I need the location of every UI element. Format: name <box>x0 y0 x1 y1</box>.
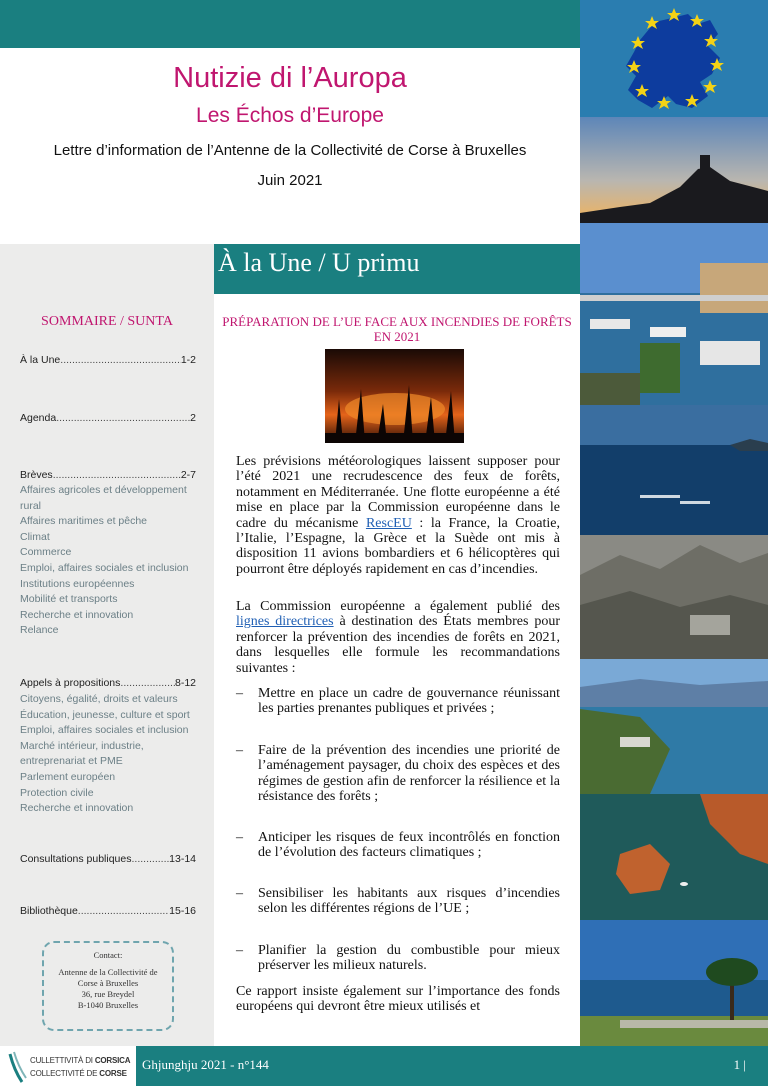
toc-subitem[interactable]: Protection civile <box>20 786 94 799</box>
toc-entry-label: À la Une <box>20 354 61 366</box>
contact-heading: Contact: <box>93 950 123 960</box>
contact-line: Antenne de la Collectivité de <box>58 967 158 977</box>
toc-subitem[interactable]: Affaires maritimes et pêche <box>20 515 148 528</box>
paragraph-text: : la France, la Croatie, l’Italie, l’Espagne, la Grèce et la Suède ont mis à disposition 11 avions bombardiers et 6 hélicoptères qui pourront être déployés rapidement en cas d’incendies. <box>236 515 560 577</box>
bullet-text: Sensibiliser les habitants aux risques d’incendies selon les différentes régions de l’UE ; <box>258 886 560 917</box>
logo-line-corsican <box>30 1056 130 1065</box>
toc-subitem[interactable]: Mobilité et transports <box>20 593 118 606</box>
toc-subitem[interactable]: Affaires agricoles et développement <box>20 484 187 496</box>
resceu-link[interactable]: RescEU <box>365 515 412 531</box>
top-banner-bar <box>0 0 580 48</box>
toc-entry-a-la-une[interactable] <box>20 354 196 366</box>
footer-bar <box>136 1046 768 1086</box>
bullet-dash: – <box>236 686 243 701</box>
contact-line: 36, rue Breydel <box>81 989 135 999</box>
red-rocks-photo <box>580 794 768 920</box>
bullet-text: Mettre en place un cadre de gouvernance réunissant les parties prenantes publiques et privées ; <box>258 686 560 717</box>
toc-entry-breves[interactable] <box>20 469 196 481</box>
toc-title: SOMMAIRE / SUNTA <box>41 314 173 329</box>
harbour-photo <box>580 223 768 405</box>
logo-text-bold: CORSE <box>99 1069 127 1078</box>
photo-strip <box>580 0 768 1046</box>
section-header-bar <box>214 244 580 294</box>
toc-subitem[interactable]: entreprenariat et PME <box>20 755 123 768</box>
page-number: 1 | <box>733 1057 746 1072</box>
toc-subitem[interactable]: Commerce <box>20 546 72 559</box>
newsletter-subtitle: Lettre d’information de l’Antenne de la Collectivité de Corse à Bruxelles <box>53 142 527 159</box>
section-title: À la Une / U primu <box>218 248 420 277</box>
paragraph-text: à destination des États membres pour renforcer la prévention des incendies de forêts en 2021, dans lesquelles elle formule les recommandations suivantes : <box>236 614 560 676</box>
logo-line-french <box>30 1069 127 1078</box>
toc-entry-label: Consultations publiques <box>20 853 132 865</box>
logo-text: CULLETTIVITÀ DI <box>30 1056 95 1065</box>
contact-box <box>42 941 174 1031</box>
newsletter-title-french: Les Échos d’Europe <box>196 104 384 127</box>
toc-subitem[interactable]: Emploi, affaires sociales et inclusion <box>20 561 189 574</box>
toc-leader-dots <box>120 677 175 689</box>
toc-entry-pages: 2-7 <box>180 469 196 481</box>
toc-entry-label: Appels à propositions <box>20 677 121 689</box>
table-of-contents-sidebar <box>0 244 214 1046</box>
toc-subitem[interactable]: rural <box>20 499 42 512</box>
toc-entry-label: Bibliothèque <box>20 905 78 917</box>
toc-entry-agenda[interactable] <box>20 412 196 424</box>
article-title: PRÉPARATION DE L’UE FACE AUX INCENDIES DE FORÊTS EN 2021 <box>222 314 572 344</box>
forest-fire-image <box>325 349 464 443</box>
page-footer <box>0 1046 768 1086</box>
toc-subitem[interactable]: Emploi, affaires sociales et inclusion <box>20 724 189 737</box>
toc-leader-dots <box>53 469 181 481</box>
issue-date: Juin 2021 <box>257 172 323 189</box>
collectivite-corse-logo <box>8 1050 134 1084</box>
logo-text-bold: CORSICA <box>94 1056 131 1065</box>
toc-entry-pages: 1-2 <box>180 354 196 366</box>
pine-coast-photo <box>580 920 768 1046</box>
paragraph-text: La Commission européenne a également publié des <box>236 599 560 614</box>
toc-entry-bibliotheque[interactable] <box>20 905 196 917</box>
mountain-village-photo <box>580 535 768 659</box>
toc-subitem[interactable]: Recherche et innovation <box>20 608 134 621</box>
toc-subitem[interactable]: Climat <box>20 530 50 543</box>
article-paragraph-2 <box>236 599 560 676</box>
bullet-dash: – <box>236 743 243 758</box>
sunset-tower-photo <box>580 117 768 223</box>
newsletter-title-corsican: Nutizie di l’Auropa <box>173 62 407 94</box>
contact-line: Corse à Bruxelles <box>77 978 139 988</box>
issue-number: Ghjunghju 2021 - n°144 <box>142 1057 269 1072</box>
toc-entry-pages: 13-14 <box>169 853 196 865</box>
guidelines-link[interactable]: lignes directrices <box>236 614 334 630</box>
toc-entry-label: Agenda <box>20 412 57 424</box>
bullet-text: Planifier la gestion du combustible pour mieux préserver les milieux naturels. <box>258 943 560 974</box>
toc-leader-dots <box>78 905 169 917</box>
toc-sublist-breves <box>20 483 196 639</box>
toc-entry-label: Brèves <box>20 469 53 481</box>
toc-leader-dots <box>60 354 181 366</box>
bullet-text: Faire de la prévention des incendies une priorité de l’aménagement paysager, du choix des espèces et des régimes de gestion afin de renforcer la résilience et la résistance des forêts ; <box>258 743 560 805</box>
bullet-dash: – <box>236 830 243 845</box>
sea-photo <box>580 405 768 535</box>
eu-map-photo <box>580 0 768 117</box>
toc-subitem[interactable]: Citoyens, égalité, droits et valeurs <box>20 693 178 705</box>
corsica-logo-icon <box>8 1050 28 1084</box>
bullet-dash: – <box>236 943 243 958</box>
toc-leader-dots <box>56 412 190 424</box>
toc-entry-consultations[interactable] <box>20 853 196 865</box>
article-paragraph-1 <box>236 454 560 577</box>
bullet-dash: – <box>236 886 243 901</box>
toc-subitem[interactable]: Parlement européen <box>20 770 116 783</box>
bay-landscape-photo <box>580 659 768 794</box>
toc-entry-pages: 15-16 <box>169 905 196 917</box>
toc-entry-appels[interactable] <box>20 677 196 689</box>
toc-subitem[interactable]: Recherche et innovation <box>20 802 134 815</box>
paragraph-text: Les prévisions météorologiques laissent supposer pour l’été 2021 une recrudescence des feux de forêts, notamment en Méditerranée. Une flotte européenne a été mise en place par la Commission européenne dans le cadre du mécanisme <box>236 454 560 531</box>
toc-sublist-appels <box>20 692 196 817</box>
article-paragraph-3: Ce rapport insiste également sur l’importance des fonds européens qui devront être mieux utilisés et <box>236 984 560 1015</box>
toc-subitem[interactable]: Éducation, jeunesse, culture et sport <box>20 708 190 721</box>
toc-subitem[interactable]: Marché intérieur, industrie, <box>20 739 144 752</box>
toc-leader-dots <box>132 853 170 865</box>
contact-line: B-1040 Bruxelles <box>77 1000 139 1010</box>
toc-entry-pages: 2 <box>190 412 196 424</box>
bullet-text: Anticiper les risques de feux incontrôlés en fonction de l’évolution des facteurs climatiques ; <box>258 830 560 861</box>
toc-subitem[interactable]: Institutions européennes <box>20 577 135 590</box>
newsletter-header <box>0 48 580 244</box>
toc-entry-pages: 8-12 <box>174 677 196 689</box>
logo-text: COLLECTIVITÉ DE <box>30 1069 100 1078</box>
toc-subitem[interactable]: Relance <box>20 624 59 637</box>
